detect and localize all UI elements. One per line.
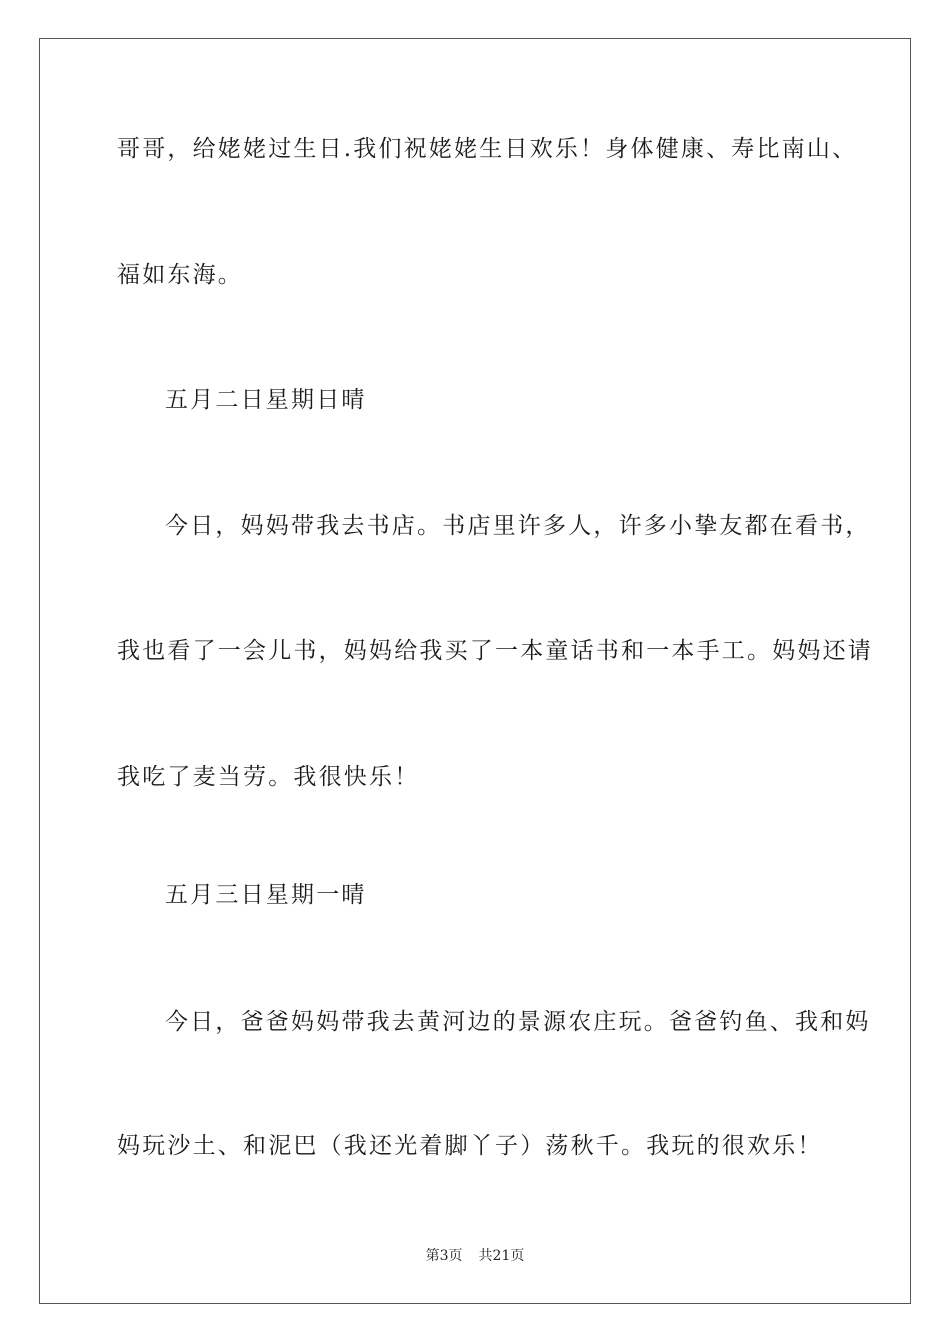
text-line-5: 我也看了一会儿书，妈妈给我买了一本童话书和一本手工。妈妈还请	[117, 638, 873, 664]
text-line-9: 妈玩沙土、和泥巴（我还光着脚丫子）荡秋千。我玩的很欢乐！	[117, 1133, 823, 1159]
text-line-4: 今日，妈妈带我去书店。书店里许多人，许多小挚友都在看书，	[165, 513, 871, 539]
text-line-1: 哥哥，给姥姥过生日.我们祝姥姥生日欢乐！身体健康、寿比南山、	[117, 136, 858, 162]
text-line-2: 福如东海。	[117, 262, 243, 288]
page-border	[39, 38, 911, 1304]
text-line-8: 今日，爸爸妈妈带我去黄河边的景源农庄玩。爸爸钓鱼、我和妈	[165, 1009, 871, 1035]
page-number: 第3页	[425, 1248, 463, 1264]
date-heading-may-3: 五月三日星期一晴	[165, 882, 367, 908]
text-line-6: 我吃了麦当劳。我很快乐！	[117, 764, 420, 790]
date-heading-may-2: 五月二日星期日晴	[165, 387, 367, 413]
page-footer	[0, 1246, 950, 1266]
page-total: 共21页	[478, 1248, 525, 1264]
